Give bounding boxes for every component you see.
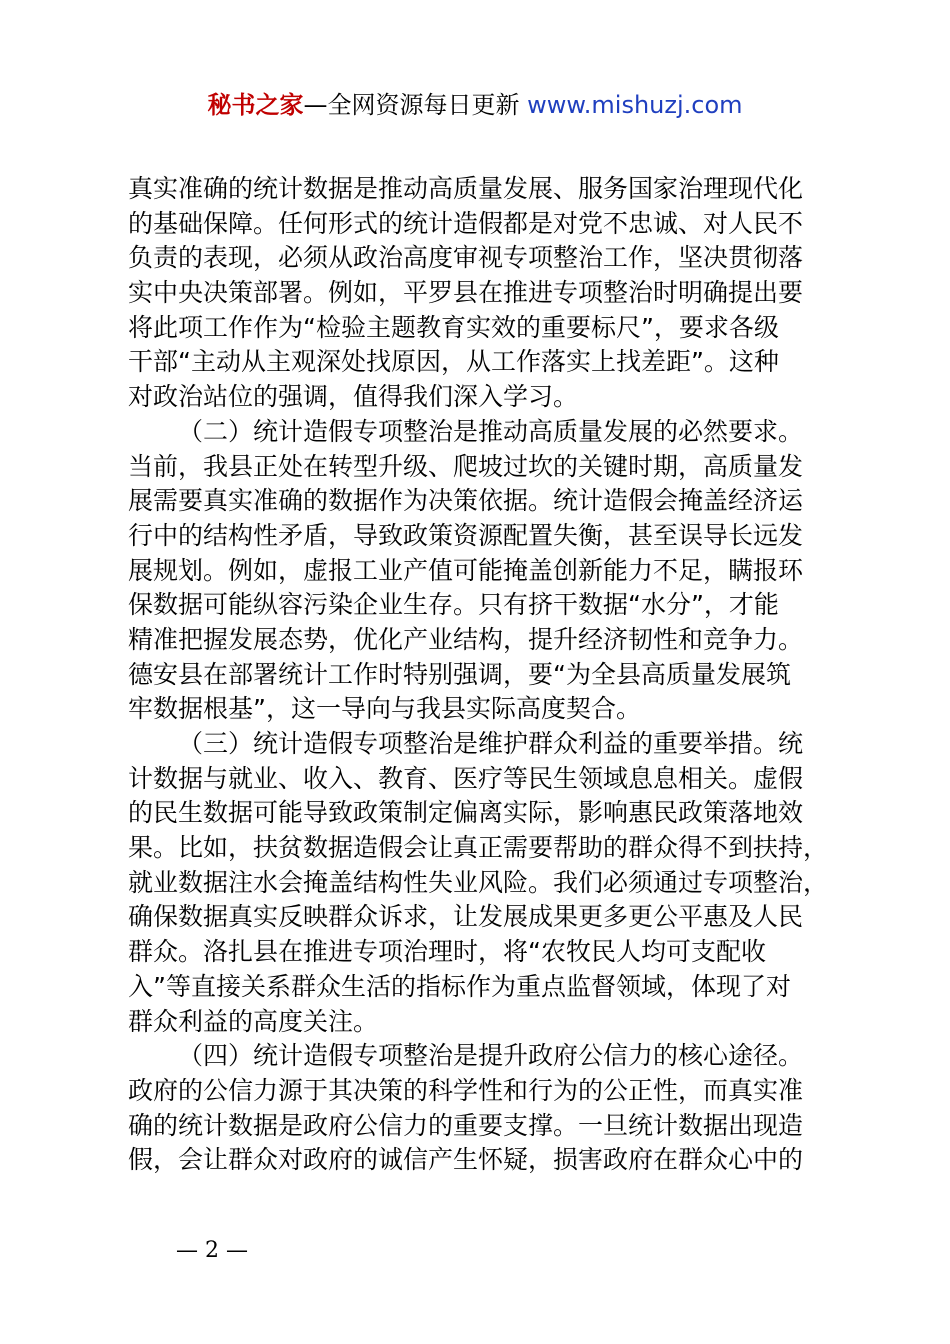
document-body	[128, 172, 838, 1178]
paragraph-heading-line: （四）统计造假专项整治是提升政府公信力的核心途径。	[178, 1041, 804, 1071]
paragraph-heading-line: （二）统计造假专项整治是推动高质量发展的必然要求。	[178, 416, 804, 446]
text-line: 的基础保障。任何形式的统计造假都是对党不忠诚、对人民不	[128, 208, 804, 238]
text-line: 入”等直接关系群众生活的指标作为重点监督领域，体现了对	[128, 971, 791, 1001]
text-line: 确的统计数据是政府公信力的重要支撑。一旦统计数据出现造	[128, 1110, 804, 1140]
text-line: 精准把握发展态势，优化产业结构，提升经济韧性和竞争力。	[128, 624, 804, 654]
brand-name: 秘书之家	[207, 91, 304, 119]
text-line: 实中央决策部署。例如，平罗县在推进专项整治时明确提出要	[128, 278, 804, 308]
page-number: — 2 —	[176, 1238, 248, 1263]
text-line: 干部“主动从主观深处找原因，从工作落实上找差距”。这种	[128, 347, 779, 377]
text-line: 当前，我县正处在转型升级、爬坡过坎的关键时期，高质量发	[128, 451, 804, 481]
text-line: 真实准确的统计数据是推动高质量发展、服务国家治理现代化	[128, 174, 804, 203]
site-header	[0, 88, 950, 122]
text-line: 计数据与就业、收入、教育、医疗等民生领域息息相关。虚假	[128, 763, 804, 793]
text-line: 假，会让群众对政府的诚信产生怀疑，损害政府在群众心中的	[128, 1145, 804, 1175]
text-line: 行中的结构性矛盾，导致政策资源配置失衡，甚至误导长远发	[128, 520, 804, 550]
paragraph-heading-line: （三）统计造假专项整治是维护群众利益的重要举措。统	[178, 729, 804, 758]
text-line: 保数据可能纵容污染企业生存。只有挤干数据“水分”，才能	[128, 590, 779, 620]
text-line: 就业数据注水会掩盖结构性失业风险。我们必须通过专项整治，	[128, 867, 829, 897]
text-line: 展需要真实准确的数据作为决策依据。统计造假会掩盖经济运	[128, 486, 804, 516]
text-line: 政府的公信力源于其决策的科学性和行为的公正性，而真实准	[128, 1075, 804, 1105]
text-line: 确保数据真实反映群众诉求，让发展成果更多更公平惠及人民	[128, 902, 804, 932]
text-line: 群众。洛扎县在推进专项治理时，将“农牧民人均可支配收	[128, 937, 766, 967]
header-tagline: —全网资源每日更新	[303, 91, 528, 119]
text-line: 负责的表现，必须从政治高度审视专项整治工作，坚决贯彻落	[128, 243, 804, 273]
site-url-link[interactable]: www.mishuzj.com	[527, 91, 743, 119]
text-line: 德安县在部署统计工作时特别强调，要“为全县高质量发展筑	[128, 659, 791, 689]
text-line: 果。比如，扶贫数据造假会让真正需要帮助的群众得不到扶持，	[128, 833, 829, 863]
text-line: 牢数据根基”，这一导向与我县实际高度契合。	[128, 694, 641, 724]
text-line: 对政治站位的强调，值得我们深入学习。	[128, 382, 579, 412]
text-line: 展规划。例如，虚报工业产值可能掩盖创新能力不足，瞒报环	[128, 555, 804, 585]
text-line: 将此项工作作为“检验主题教育实效的重要标尺”，要求各级	[128, 312, 779, 342]
text-line: 的民生数据可能导致政策制定偏离实际，影响惠民政策落地效	[128, 798, 804, 828]
text-line: 群众利益的高度关注。	[128, 1006, 379, 1036]
